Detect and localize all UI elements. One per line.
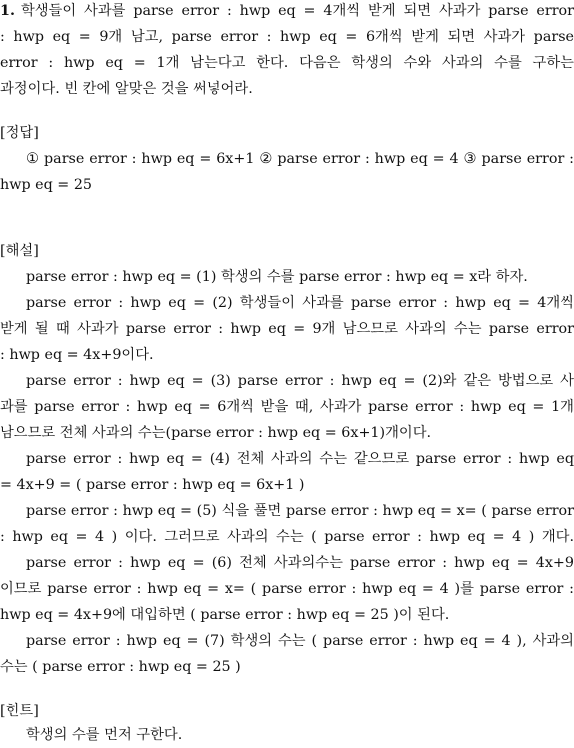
- explanation-line-10: parse error : hwp eq = (5) 식을 풀면 parse error : hwp eq = x= ( parse error: [26, 503, 574, 519]
- explanation-header: [해설]: [0, 243, 39, 259]
- question-text-1: 학생들이 사과를 parse error : hwp eq = 4개씩 받게 되면 사과가 parse error: [20, 3, 574, 19]
- explanation-line-4: : hwp eq = 4x+9이다.: [0, 347, 154, 363]
- answer-line-2: hwp eq = 25: [0, 177, 93, 193]
- explanation-line-13: 이므로 parse error : hwp eq = x= ( parse error : hwp eq = 4 )를 parse error :: [0, 581, 574, 597]
- hint-header: [힌트]: [0, 703, 39, 719]
- explanation-line-9: = 4x+9 = ( parse error : hwp eq = 6x+1 ): [0, 477, 305, 493]
- explanation-line-16: 수는 ( parse error : hwp eq = 25 ): [0, 659, 241, 675]
- explanation-line-1: parse error : hwp eq = (1) 학생의 수를 parse error : hwp eq = x라 하자.: [26, 269, 528, 285]
- explanation-line-12: parse error : hwp eq = (6) 전체 사과의수는 parse error : hwp eq = 4x+9: [26, 555, 574, 571]
- answer-line-1: ① parse error : hwp eq = 6x+1 ② parse error : hwp eq = 4 ③ parse error :: [26, 151, 574, 167]
- explanation-line-2: parse error : hwp eq = (2) 학생들이 사과를 parse error : hwp eq = 4개씩: [26, 295, 574, 311]
- explanation-line-8: parse error : hwp eq = (4) 전체 사과의 수는 같으므로 parse error : hwp eq: [26, 451, 574, 467]
- question-line-1: [0, 0, 574, 24]
- hint-line-1: 학생의 수를 먼저 구한다.: [26, 727, 183, 743]
- question-number: 1.: [0, 3, 15, 19]
- question-line-3: error : hwp eq = 1개 남는다고 한다. 다음은 학생의 수와 사과의 수를 구하는: [0, 55, 574, 71]
- explanation-line-6: 과를 parse error : hwp eq = 6개씩 받을 때, 사과가 parse error : hwp eq = 1개: [0, 399, 574, 415]
- explanation-line-15: parse error : hwp eq = (7) 학생의 수는 ( parse error : hwp eq = 4 ), 사과의: [26, 633, 574, 649]
- explanation-line-3: 받게 될 때 사과가 parse error : hwp eq = 9개 남으므로 사과의 수는 parse error: [0, 321, 574, 337]
- explanation-line-7: 남으므로 전체 사과의 수는(parse error : hwp eq = 6x+1)개이다.: [0, 425, 432, 441]
- question-line-4: 과정이다. 빈 칸에 알맞은 것을 써넣어라.: [0, 81, 253, 97]
- explanation-line-11: : hwp eq = 4 ) 이다. 그러므로 사과의 수는 ( parse error : hwp eq = 4 ) 개다.: [0, 529, 574, 545]
- question-line-2: : hwp eq = 9개 남고, parse error : hwp eq = 6개씩 받게 되면 사과가 parse: [0, 29, 574, 45]
- answer-header: [정답]: [0, 125, 39, 141]
- explanation-line-5: parse error : hwp eq = (3) parse error : hwp eq = (2)와 같은 방법으로 사: [26, 373, 574, 389]
- explanation-line-14: hwp eq = 4x+9에 대입하면 ( parse error : hwp eq = 25 )이 된다.: [0, 607, 450, 623]
